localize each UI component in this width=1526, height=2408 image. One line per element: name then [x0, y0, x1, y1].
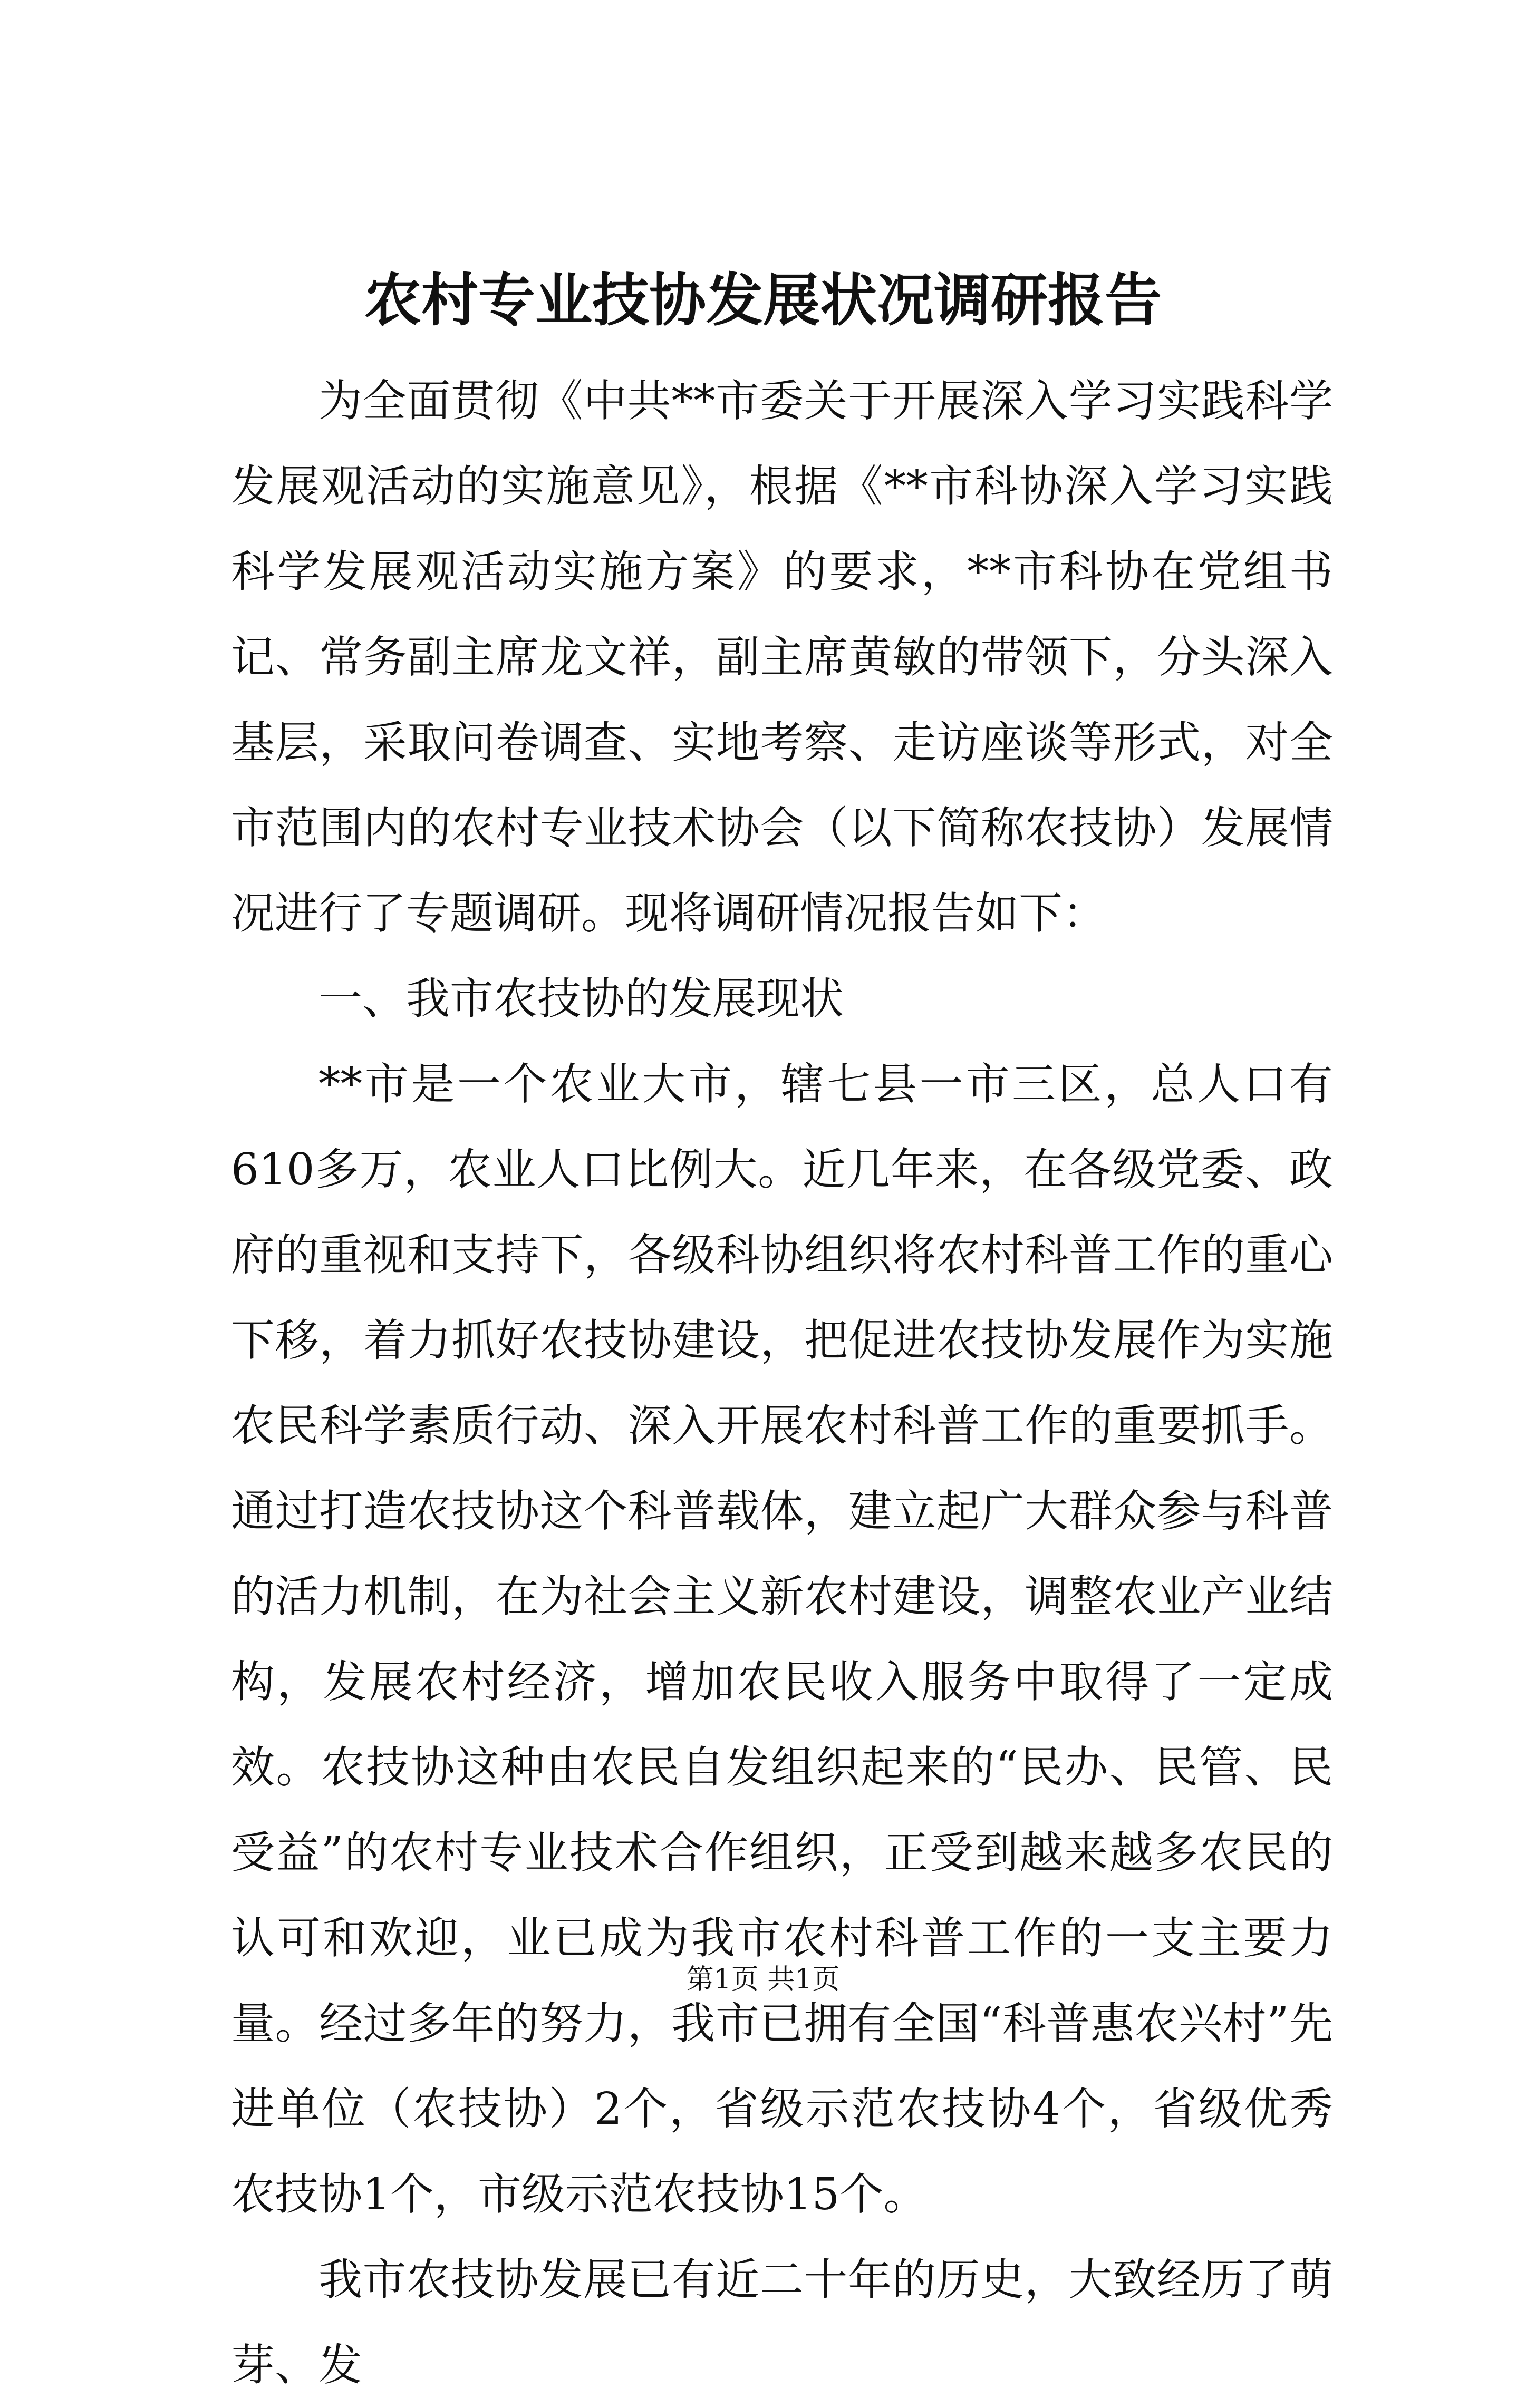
document-title: 农村专业技协发展状况调研报告	[364, 267, 1162, 334]
section-heading-status: 一、我市农技协的发展现状	[318, 973, 844, 1024]
page-footer: 第1页 共1页	[686, 1964, 840, 1995]
paragraph-history: 我市农技协发展已有近二十年的历史，大致经历了萌芽、发	[231, 2254, 1333, 2391]
paragraph-status: **市是一个农业大市，辖七县一市三区，总人口有610多万，农业人口比例大。近几年来，在各级党委、政府的重视和支持下，各级科协组织将农村科普工作的重心下移，着力抓好农技协建设，把促进农技协发展作为实施农民科学素质行动、深入开展农村科普工作的重要抓手。通过打造农技协这个科普载体，建立起广大群众参与科普的活力机制，在为社会主义新农村建设，调整农业产业结构，发展农村经济，增加农民收入服务中取得了一定成效。农技协这种由农民自发组织起来的“民办、民管、民受益”的农村专业技术合作组织，正受到越来越多农民的认可和欢迎，业已成为我市农村科普工作的一支主要力量。经过多年的努力，我市已拥有全国“科普惠农兴村”先进单位（农技协）2个，省级示范农技协4个，省级优秀农技协1个，市级示范农技协15个。	[231, 1059, 1333, 2220]
paragraph-intro: 为全面贯彻《中共**市委关于开展深入学习实践科学发展观活动的实施意见》，根据《**市科协深入学习实践科学发展观活动实施方案》的要求，**市科协在党组书记、常务副主席龙文祥，副主席黄敏的带领下，分头深入基层，采取问卷调查、实地考察、走访座谈等形式，对全市范围内的农村专业技术协会（以下简称农技协）发展情况进行了专题调研。现将调研情况报告如下：	[231, 375, 1333, 939]
document-body	[231, 358, 1333, 2408]
